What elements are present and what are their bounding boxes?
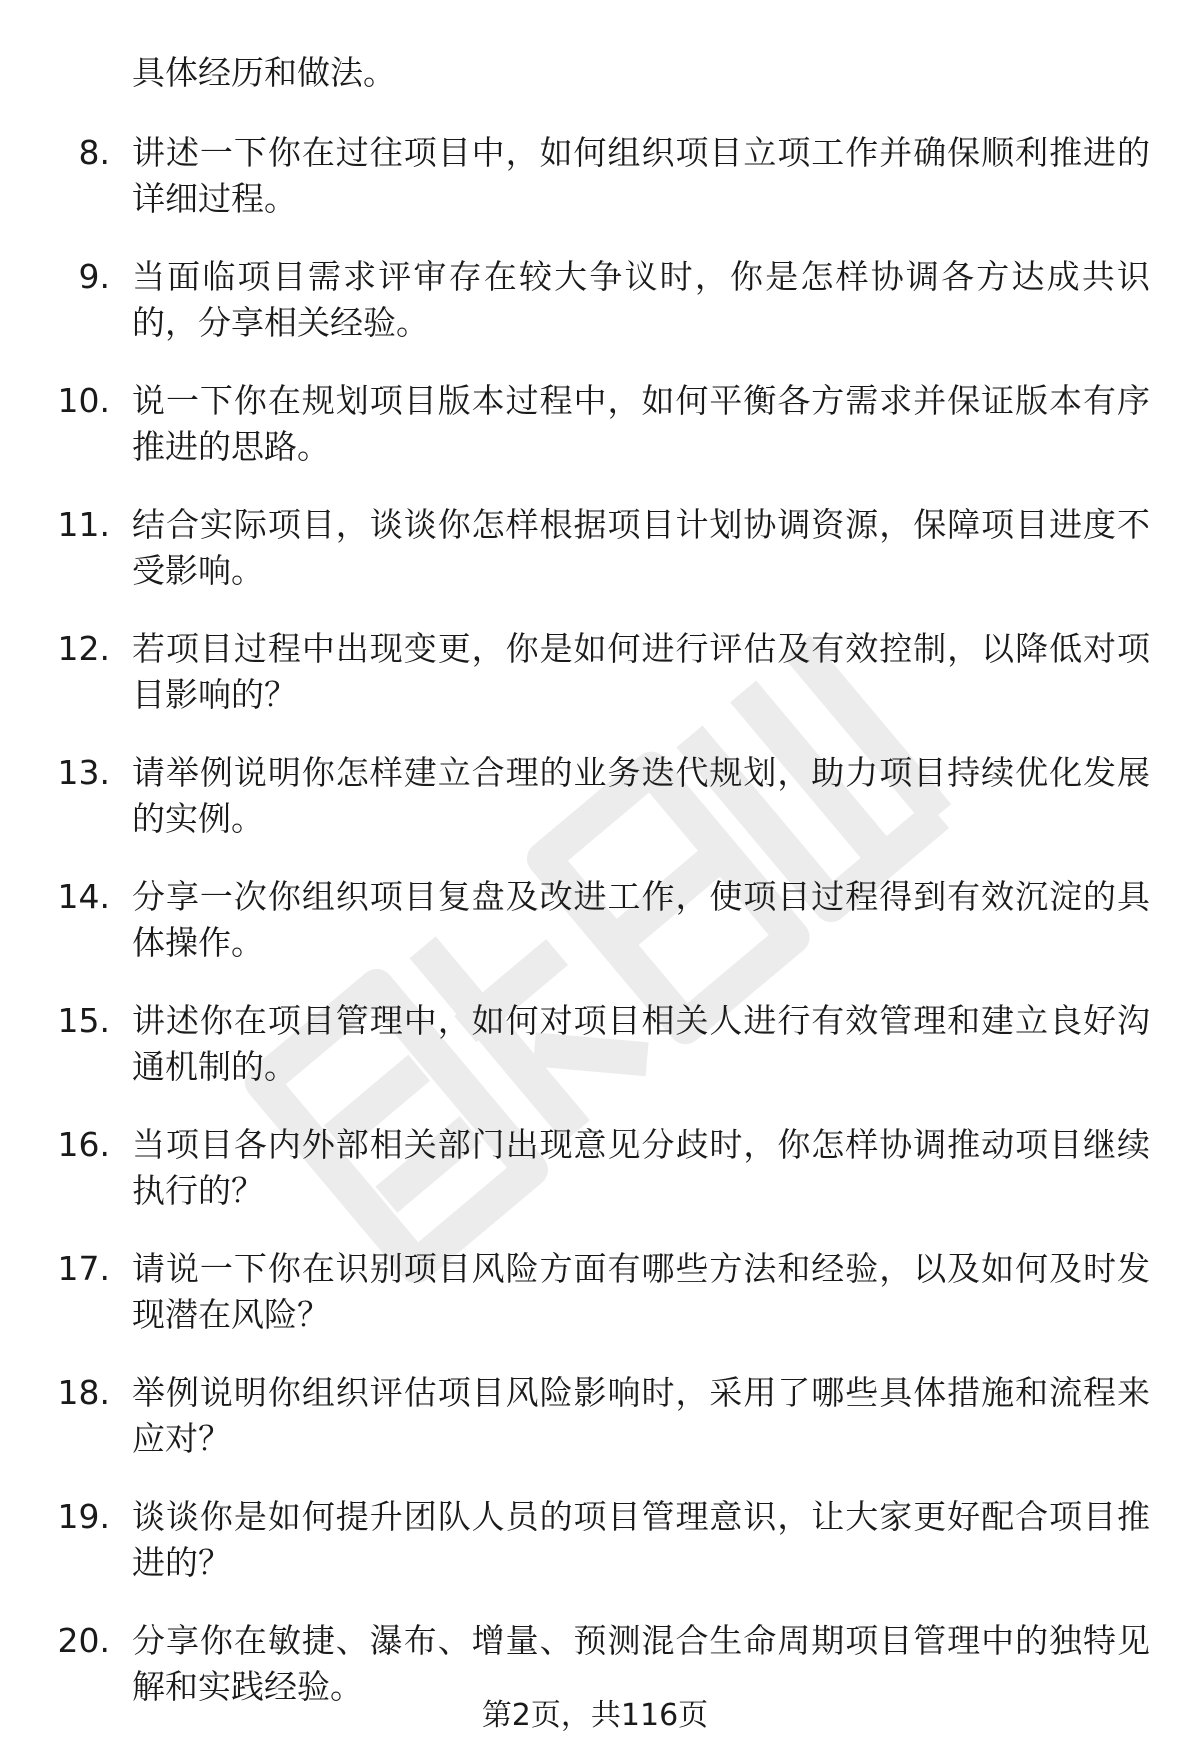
question-item (0, 1370, 1190, 1494)
question-number: 12. (57, 629, 110, 668)
question-number: 19. (57, 1497, 110, 1536)
question-item (0, 254, 1190, 378)
question-number: 11. (57, 505, 110, 544)
question-text: 若项目过程中出现变更，你是如何进行评估及有效控制，以降低对项目影响的？ (132, 629, 1150, 714)
question-text: 谈谈你是如何提升团队人员的项目管理意识，让大家更好配合项目推进的？ (132, 1497, 1150, 1582)
question-item (0, 378, 1190, 502)
question-text: 请举例说明你怎样建立合理的业务迭代规划，助力项目持续优化发展的实例。 (132, 753, 1150, 838)
question-item (0, 998, 1190, 1122)
question-text: 分享你在敏捷、瀑布、增量、预测混合生命周期项目管理中的独特见解和实践经验。 (132, 1621, 1150, 1706)
question-item (0, 1246, 1190, 1370)
question-item (0, 750, 1190, 874)
question-number: 14. (57, 877, 110, 916)
question-text: 当项目各内外部相关部门出现意见分歧时，你怎样协调推动项目继续执行的？ (132, 1125, 1150, 1210)
continuation-text: 具体经历和做法。 (132, 53, 396, 92)
question-text: 讲述一下你在过往项目中，如何组织项目立项工作并确保顺利推进的详细过程。 (132, 133, 1150, 218)
question-number: 10. (57, 381, 110, 420)
question-item (0, 130, 1190, 254)
question-number: 15. (57, 1001, 110, 1040)
question-number: 13. (57, 753, 110, 792)
question-text: 结合实际项目，谈谈你怎样根据项目计划协调资源，保障项目进度不受影响。 (132, 505, 1150, 590)
question-item (0, 1122, 1190, 1246)
page-footer: 第2页，共116页 (481, 1698, 709, 1733)
question-text: 说一下你在规划项目版本过程中，如何平衡各方需求并保证版本有序推进的思路。 (132, 381, 1150, 466)
question-list (0, 130, 1190, 1742)
question-text: 讲述你在项目管理中，如何对项目相关人进行有效管理和建立良好沟通机制的。 (132, 1001, 1150, 1086)
question-number: 8. (78, 133, 110, 172)
question-number: 17. (57, 1249, 110, 1288)
question-item (0, 502, 1190, 626)
question-text: 请说一下你在识别项目风险方面有哪些方法和经验，以及如何及时发现潜在风险？ (132, 1249, 1150, 1334)
question-number: 18. (57, 1373, 110, 1412)
question-item (0, 626, 1190, 750)
question-number: 16. (57, 1125, 110, 1164)
question-item (0, 1494, 1190, 1618)
question-text: 举例说明你组织评估项目风险影响时，采用了哪些具体措施和流程来应对？ (132, 1373, 1150, 1458)
question-text: 当面临项目需求评审存在较大争议时，你是怎样协调各方达成共识的，分享相关经验。 (132, 257, 1150, 342)
question-text: 分享一次你组织项目复盘及改进工作，使项目过程得到有效沉淀的具体操作。 (132, 877, 1150, 962)
question-item (0, 874, 1190, 998)
question-number: 9. (78, 257, 110, 296)
question-number: 20. (57, 1621, 110, 1660)
